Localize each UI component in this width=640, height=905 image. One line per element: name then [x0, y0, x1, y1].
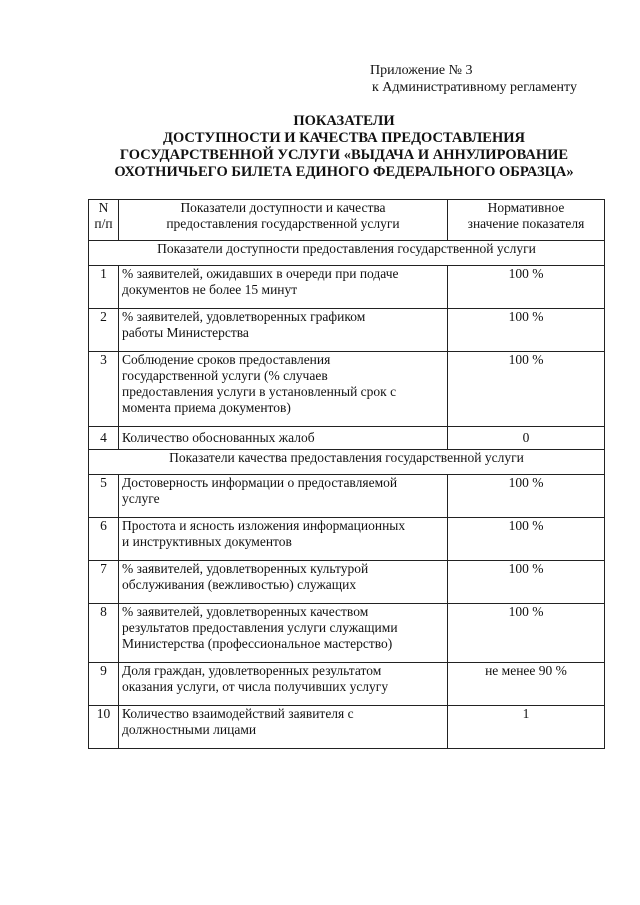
row-value: 100 %	[448, 266, 605, 309]
row-number: 1	[89, 266, 119, 309]
row-value: 100 %	[448, 561, 605, 604]
header-number	[89, 200, 119, 241]
row-value: не менее 90 %	[448, 663, 605, 706]
indicator-line: оказания услуги, от числа получивших услугу	[122, 679, 389, 694]
indicator-line: % заявителей, удовлетворенных культурой	[122, 561, 369, 576]
indicator-line: Соблюдение сроков предоставления	[122, 352, 331, 367]
title-line: ДОСТУПНОСТИ И КАЧЕСТВА ПРЕДОСТАВЛЕНИЯ	[162, 130, 526, 146]
indicator-line: обслуживания (вежливостью) служащих	[122, 577, 357, 592]
table-row	[89, 266, 605, 309]
indicator-line: и инструктивных документов	[122, 534, 292, 549]
row-number: 4	[89, 427, 119, 450]
section-title: Показатели качества предоставления государственной услуги	[89, 450, 605, 475]
row-number: 7	[89, 561, 119, 604]
header-value-line: значение показателя	[467, 216, 585, 231]
title-line: ГОСУДАРСТВЕННОЙ УСЛУГИ «ВЫДАЧА И АННУЛИРОВАНИЕ	[119, 147, 569, 163]
row-value: 100 %	[448, 309, 605, 352]
table-row	[89, 604, 605, 663]
row-number: 3	[89, 352, 119, 427]
indicator-line: предоставления услуги в установленный срок с	[122, 384, 397, 399]
row-number: 5	[89, 475, 119, 518]
indicator-line: Количество обоснованных жалоб	[122, 430, 315, 445]
table-row	[89, 706, 605, 749]
table-row	[89, 309, 605, 352]
row-value: 0	[448, 427, 605, 450]
row-value: 100 %	[448, 518, 605, 561]
row-indicator	[119, 518, 448, 561]
row-indicator	[119, 561, 448, 604]
indicators-table	[88, 199, 605, 749]
row-indicator	[119, 352, 448, 427]
table-row	[89, 518, 605, 561]
row-indicator	[119, 309, 448, 352]
row-number: 9	[89, 663, 119, 706]
header-number-line: п/п	[94, 216, 113, 231]
row-number: 8	[89, 604, 119, 663]
row-number: 6	[89, 518, 119, 561]
row-value: 100 %	[448, 604, 605, 663]
indicator-line: Количество взаимодействий заявителя с	[122, 706, 354, 721]
header-number-line: N	[98, 200, 109, 215]
section-row-availability	[89, 241, 605, 266]
indicator-line: момента приема документов)	[122, 400, 291, 415]
row-indicator	[119, 475, 448, 518]
row-value: 100 %	[448, 475, 605, 518]
indicator-line: должностными лицами	[122, 722, 257, 737]
header-indicator-line: предоставления государственной услуги	[166, 216, 400, 231]
row-value: 1	[448, 706, 605, 749]
indicator-line: Доля граждан, удовлетворенных результатом	[122, 663, 382, 678]
indicator-line: государственной услуги (% случаев	[122, 368, 328, 383]
row-indicator	[119, 663, 448, 706]
indicator-line: результатов предоставления услуги служащими	[122, 620, 398, 635]
row-indicator	[119, 427, 448, 450]
row-number: 2	[89, 309, 119, 352]
table-row	[89, 561, 605, 604]
row-indicator	[119, 706, 448, 749]
appendix-reference: к Административному регламенту	[372, 80, 577, 95]
title-line: ПОКАЗАТЕЛИ	[293, 113, 395, 129]
indicator-line: Простота и ясность изложения информационных	[122, 518, 406, 533]
section-title: Показатели доступности предоставления государственной услуги	[89, 241, 605, 266]
row-number: 10	[89, 706, 119, 749]
appendix-caption	[370, 62, 577, 96]
indicator-line: Достоверность информации о предоставляемой	[122, 475, 398, 490]
table-row	[89, 663, 605, 706]
header-indicator-line: Показатели доступности и качества	[180, 200, 386, 215]
table-row	[89, 352, 605, 427]
table-row	[89, 427, 605, 450]
table-row	[89, 475, 605, 518]
row-indicator	[119, 266, 448, 309]
indicator-line: % заявителей, удовлетворенных графиком	[122, 309, 366, 324]
header-indicator	[119, 200, 448, 241]
header-value	[448, 200, 605, 241]
document-title	[60, 113, 628, 181]
appendix-number: Приложение № 3	[370, 63, 473, 78]
header-value-line: Нормативное	[487, 200, 565, 215]
row-value: 100 %	[448, 352, 605, 427]
section-row-quality	[89, 450, 605, 475]
indicator-line: услуге	[122, 491, 160, 506]
indicator-line: работы Министерства	[122, 325, 249, 340]
indicator-line: документов не более 15 минут	[122, 282, 298, 297]
row-indicator	[119, 604, 448, 663]
indicator-line: % заявителей, удовлетворенных качеством	[122, 604, 369, 619]
indicator-line: Министерства (профессиональное мастерство)	[122, 636, 393, 651]
table-header-row	[89, 200, 605, 241]
indicator-line: % заявителей, ожидавших в очереди при подаче	[122, 266, 399, 281]
title-line: ОХОТНИЧЬЕГО БИЛЕТА ЕДИНОГО ФЕДЕРАЛЬНОГО ОБРАЗЦА»	[114, 164, 574, 180]
